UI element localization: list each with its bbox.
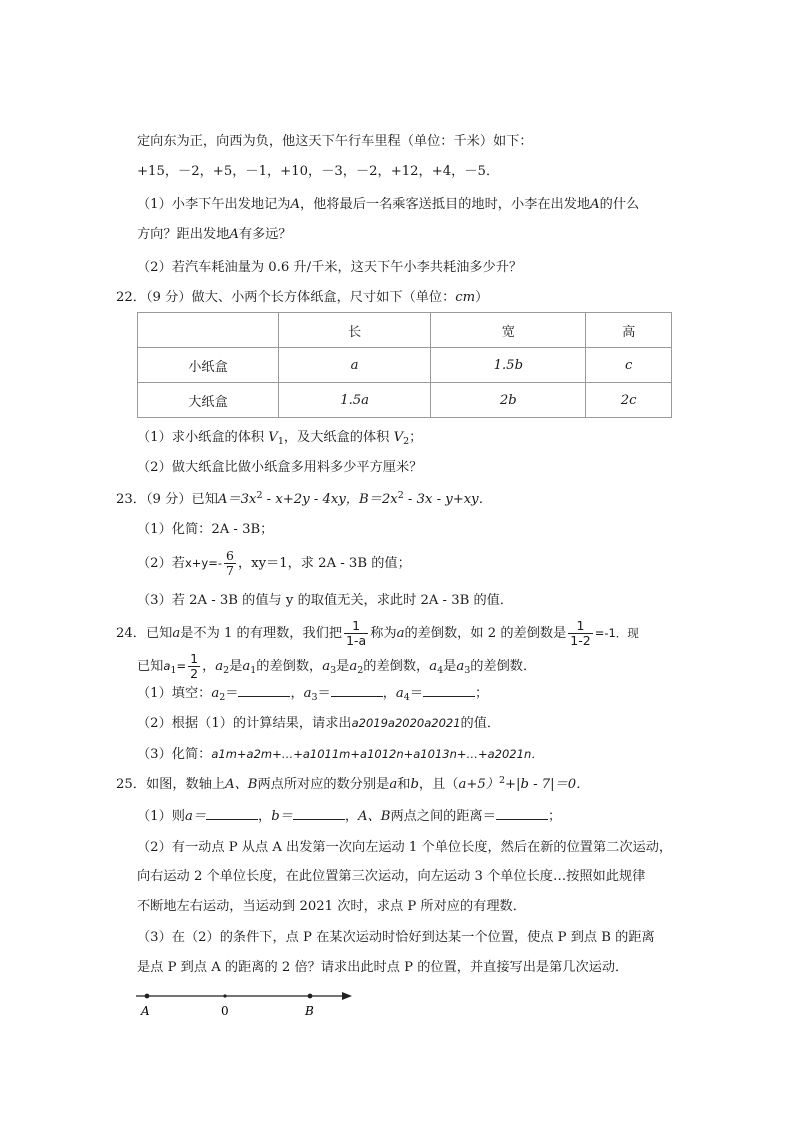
q25-part2-line1: （2）有一动点 P 从点 A 出发第一次向左运动 1 个单位长度，然后在新的位置第二次运动， [137,840,673,855]
answer-blank[interactable] [206,807,258,820]
label-a: A [141,1004,150,1018]
table-header-cell [138,313,279,348]
answer-blank[interactable] [423,684,475,697]
q24-line1: 24．已知a是不为 1 的有理数，我们把 $\frac{1}{1-a}$ 称为a的差倒数，如 2 的差倒数是 $\frac{1}{1-2}$ =-1．现 [116,618,639,648]
q21-line1: 定向东为正，向西为负，他这天下午行车里程（单位：千米）如下： [137,134,533,149]
point-a [145,994,150,999]
q25-part3-line1: （3）在（2）的条件下，点 P 在某次运动时恰好到达某一个位置，使点 P 到点 B 的距离 [137,930,655,945]
q22-part2: （2）做大纸盒比做小纸盒多用料多少平方厘米？ [137,460,423,475]
number-line [130,985,360,1021]
q21-line2: +15，－2，+5，－1，+10，－3，－2，+12，+4，－5． [137,164,500,179]
answer-blank[interactable] [331,684,383,697]
table-cell: a [279,348,431,383]
q22-heading: 22．（9 分）做大、小两个长方体纸盒，尺寸如下（单位：cm） [116,290,489,305]
label-zero: 0 [221,1004,229,1018]
q22-part1: （1）求小纸盒的体积 $V_1$，及大纸盒的体积 $V_2$； [137,430,423,447]
q23-heading: 23．（9 分）已知$A=3x^2 - x+2y - 4xy$，$B=2x^2 - 3x - y+xy$． [116,490,492,507]
q23-part3: （3）若 2A - 3B 的值与 y 的取值无关，求此时 2A - 3B 的值． [137,593,514,608]
label-b: B [305,1004,314,1018]
table-cell: 1.5b [431,348,586,383]
q21-part1-line2: 方向？距出发地A有多远？ [137,227,292,242]
q24-part2: （2）根据（1）的计算结果，请求出a2019a2020a2021的值． [137,716,501,731]
answer-blank[interactable] [496,807,548,820]
q25-part3-line2: 是点 P 到点 A 的距离的 2 倍？请求出此时点 P 的位置，并直接写出是第几次运动． [137,960,629,975]
q21-part2: （2）若汽车耗油量为 0.6 升/千米，这天下午小李共耗油多少升？ [137,260,523,275]
q24-line2: 已知$a_1=$ $\frac{1}{2}$ ，$a_2$是$a_1$的差倒数，$a_3$是$a_2$的差倒数，$a_4$是$a_3$的差倒数． [137,651,537,681]
q22-dimension-table [137,312,672,418]
table-row [138,348,672,383]
table-header-cell: 高 [586,313,672,348]
q25-part1: （1）则a＝ ，b＝ ，A、B两点之间的距离＝ ； [137,809,562,824]
table-cell: 2c [586,383,672,418]
table-header-row [138,313,672,348]
table-cell: 2b [431,383,586,418]
table-cell: c [586,348,672,383]
q25-part2-line3: 不断地左右运动，当运动到 2021 次时，求点 P 所对应的有理数． [137,899,526,914]
q21-part1-line1: （1）小李下午出发地记为A，他将最后一名乘客送抵目的地时，小李在出发地A的什么 [137,197,640,212]
q24-part1: （1）填空：$a_2=$ ，$a_3=$ ，$a_4=$ ； [137,686,489,703]
table-header-cell: 宽 [431,313,586,348]
q23-part2: （2）若x+y=- $\frac{6}{7}$ ，xy＝1，求 2A - 3B 的值； [137,548,411,578]
table-cell: 1.5a [279,383,431,418]
origin-tick [223,994,226,997]
answer-blank[interactable] [293,807,345,820]
table-cell: 大纸盒 [138,383,279,418]
table-cell: 小纸盒 [138,348,279,383]
q25-line1: 25．如图，数轴上A、B两点所对应的数分别是a和b，且$(a+5)^2+|b - 7|=0$． [116,775,590,792]
q24-part3: （3）化简：a1m+a2m+…+a1011m+a1012n+a1013n+…+a2021n． [137,747,543,762]
point-b [308,994,313,999]
q25-part2-line2: 向右运动 2 个单位长度，在此位置第三次运动，向左运动 3 个单位长度…按照如此规律 [137,869,646,884]
table-row [138,383,672,418]
number-line-arrow [342,992,352,1000]
q23-part1: （1）化简：2A - 3B； [137,522,274,537]
answer-blank[interactable] [238,684,290,697]
table-header-cell: 长 [279,313,431,348]
